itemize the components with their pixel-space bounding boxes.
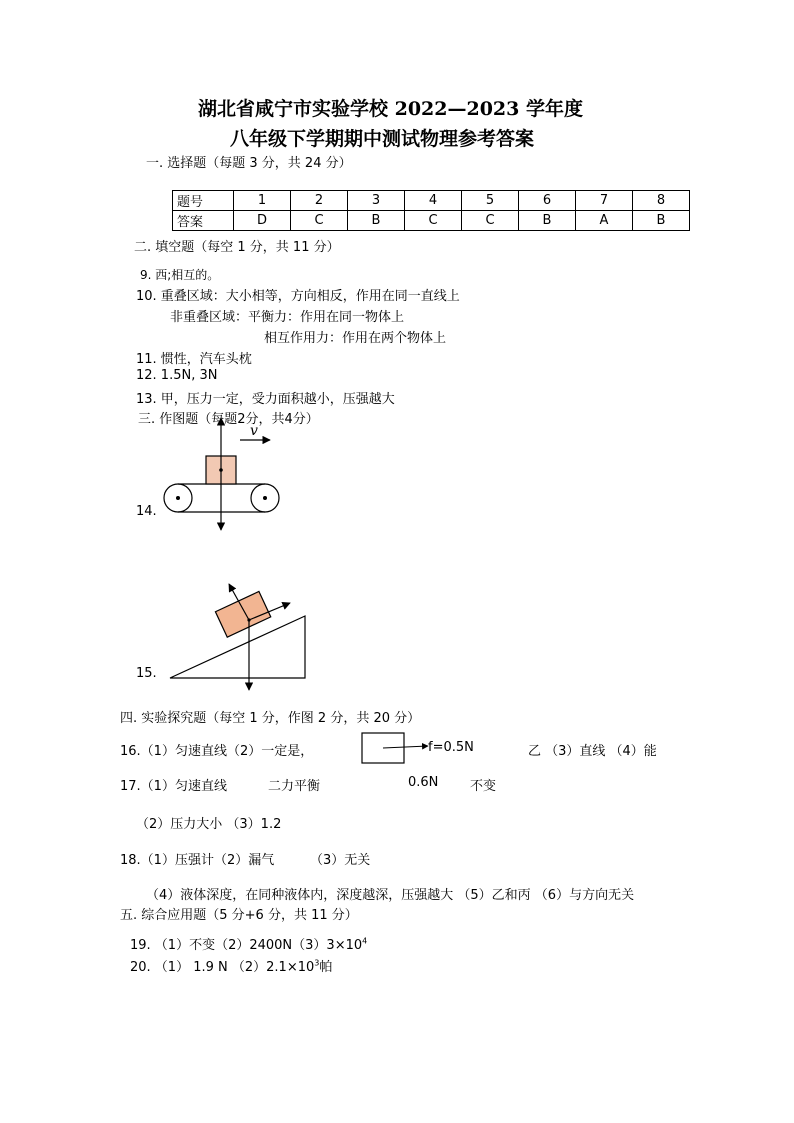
answer-q16-a: 16.（1）匀速直线（2）一定是， bbox=[120, 744, 314, 759]
answer-table bbox=[172, 190, 690, 231]
table-cell-label: 答案 bbox=[173, 211, 234, 231]
answer-q11: 11. 惯性，汽车头枕 bbox=[136, 352, 252, 367]
answer-q10-b: 非重叠区域：平衡力：作用在同一物体上 bbox=[170, 310, 405, 325]
figure-15-incline-diagram bbox=[165, 580, 315, 695]
answer-q17-e: （2）压力大小 （3）1.2 bbox=[136, 817, 282, 832]
table-cell: C bbox=[405, 211, 462, 231]
answer-q10-a: 10. 重叠区域：大小相等，方向相反，作用在同一直线上 bbox=[136, 289, 460, 304]
answer-q20-unit: 帕 bbox=[319, 960, 333, 975]
answer-q20 bbox=[130, 956, 332, 975]
answer-q17-b: 二力平衡 bbox=[268, 779, 321, 794]
table-row-numbers bbox=[173, 191, 690, 211]
table-row-answers bbox=[173, 211, 690, 231]
answer-q17-c: 0.6N bbox=[408, 775, 439, 790]
table-cell: 6 bbox=[519, 191, 576, 211]
answer-q10-c: 相互作用力：作用在两个物体上 bbox=[264, 331, 447, 346]
figure-14-conveyor-diagram bbox=[150, 410, 300, 535]
answer-q9: 9. 西;相互的。 bbox=[140, 268, 220, 282]
figure-14-label: 14. bbox=[136, 504, 157, 519]
table-cell: B bbox=[519, 211, 576, 231]
figure-15-label: 15. bbox=[136, 666, 157, 681]
table-cell: 5 bbox=[462, 191, 519, 211]
answer-q19-exponent: 4 bbox=[362, 936, 368, 946]
title-line-2: 八年级下学期期中测试物理参考答案 bbox=[230, 128, 535, 150]
answer-q18-a: 18.（1）压强计（2）漏气 bbox=[120, 853, 275, 868]
table-cell: D bbox=[234, 211, 291, 231]
table-cell-label: 题号 bbox=[173, 191, 234, 211]
table-cell: 3 bbox=[348, 191, 405, 211]
velocity-label: v bbox=[250, 423, 258, 439]
answer-q17-a: 17.（1）匀速直线 bbox=[120, 779, 227, 794]
section4-heading: 四. 实验探究题（每空 1 分，作图 2 分，共 20 分） bbox=[120, 711, 421, 726]
answer-q18-b: （3）无关 bbox=[310, 853, 371, 868]
table-cell: 4 bbox=[405, 191, 462, 211]
table-cell: A bbox=[576, 211, 633, 231]
section3-heading: 三. 作图题（每题2分，共4分） bbox=[138, 412, 319, 427]
answer-q13: 13. 甲，压力一定，受力面积越小，压强越大 bbox=[136, 392, 395, 407]
table-cell: 8 bbox=[633, 191, 690, 211]
answer-q12: 12. 1.5N, 3N bbox=[136, 368, 218, 383]
table-cell: C bbox=[291, 211, 348, 231]
answer-q19-text: 19. （1）不变（2）2400N（3）3×10 bbox=[130, 938, 363, 953]
table-cell: B bbox=[633, 211, 690, 231]
table-cell: 1 bbox=[234, 191, 291, 211]
answer-q17-d: 不变 bbox=[470, 779, 497, 794]
answer-q19 bbox=[130, 934, 367, 953]
table-cell: 7 bbox=[576, 191, 633, 211]
table-cell: B bbox=[348, 211, 405, 231]
table-cell: 2 bbox=[291, 191, 348, 211]
table-cell: C bbox=[462, 211, 519, 231]
section5-heading: 五. 综合应用题（5 分+6 分，共 11 分） bbox=[120, 908, 358, 923]
answer-q16-b: 乙 （3）直线 （4）能 bbox=[528, 744, 657, 759]
answer-q18-c: （4）液体深度，在同种液体内，深度越深，压强越大 （5）乙和丙 （6）与方向无关 bbox=[146, 888, 635, 903]
answer-q20-exponent: 3 bbox=[314, 958, 320, 968]
title-line-1: 湖北省咸宁市实验学校 2022—2023 学年度 bbox=[198, 98, 583, 120]
section1-heading: 一. 选择题（每题 3 分，共 24 分） bbox=[146, 156, 352, 171]
answer-q16-force: f=0.5N bbox=[428, 740, 474, 755]
section2-heading: 二. 填空题（每空 1 分，共 11 分） bbox=[134, 240, 340, 255]
answer-q20-text: 20. （1） 1.9 N （2）2.1×10 bbox=[130, 960, 315, 975]
